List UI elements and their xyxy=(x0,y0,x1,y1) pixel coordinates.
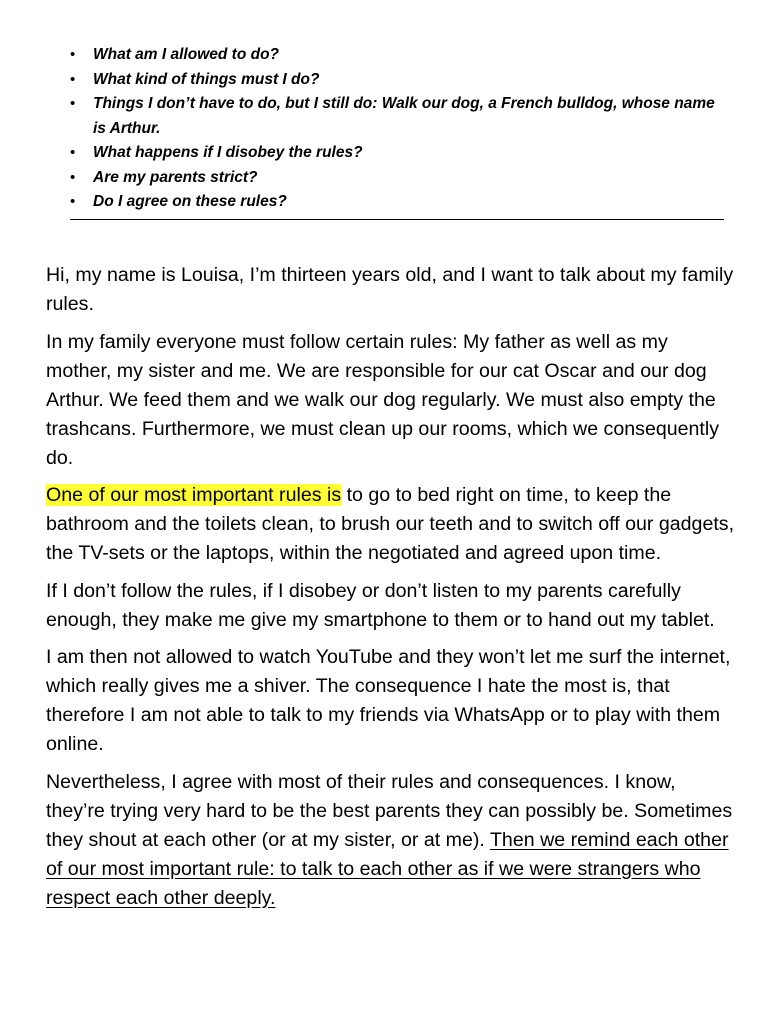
question-text: Do I agree on these rules? xyxy=(93,193,287,210)
list-item xyxy=(70,92,724,141)
bullet-icon: • xyxy=(70,144,76,161)
list-item xyxy=(70,68,724,93)
bullet-icon: • xyxy=(70,95,76,112)
paragraph-online: I am then not allowed to watch YouTube and they won’t let me surf the internet, which really gives me a shiver. The consequence I hate the most is, that therefore I am not able to talk to my friends via WhatsApp or to play with them online. xyxy=(46,646,731,755)
list-item xyxy=(70,43,724,68)
paragraph-plain: Nevertheless, I agree with most of their rules and consequences. I know, they’re trying very hard to be the best parents they can possibly be. Sometimes they shout at each other (or at my sister, or at me). xyxy=(46,770,733,851)
question-text: Things I don’t have to do, but I still do: Walk our dog, a French bulldog, whose name is Arthur. xyxy=(93,95,715,137)
question-text: What kind of things must I do? xyxy=(93,70,320,88)
bullet-icon: • xyxy=(70,70,76,88)
list-item xyxy=(70,141,724,166)
paragraph-agreement xyxy=(46,768,736,913)
bullet-icon: • xyxy=(70,168,76,186)
list-item xyxy=(70,190,724,215)
question-text: Are my parents strict? xyxy=(93,168,258,186)
question-list xyxy=(70,43,724,220)
question-text: What am I allowed to do? xyxy=(93,46,279,63)
bullet-icon: • xyxy=(70,193,76,210)
paragraph-rest: to go to bed right on time, to keep the bathroom and the toilets clean, to brush our teeth and to switch off our gadgets, the TV-sets or the laptops, within the negotiated and agreed upon time. xyxy=(46,484,735,564)
list-item xyxy=(70,166,724,191)
paragraph-consequences: If I don’t follow the rules, if I disobey or don’t listen to my parents carefully enough, they make me give my smartphone to them or to hand out my tablet. xyxy=(46,579,715,631)
underlined-sentence: Then we remind each other of our most important rule: to talk to each other as if we were strangers who respect each other deeply. xyxy=(46,828,729,909)
question-text: What happens if I disobey the rules? xyxy=(93,144,363,161)
paragraph-important-rules xyxy=(46,481,736,568)
paragraph-intro: Hi, my name is Louisa, I’m thirteen years old, and I want to talk about my family rules. xyxy=(46,264,734,315)
bullet-icon: • xyxy=(70,46,76,63)
paragraph-responsibilities: In my family everyone must follow certain rules: My father as well as my mother, my sister and me. We are responsible for our cat Oscar and our dog Arthur. We feed them and we walk our dog regularly. We must also empty the trashcans. Furthermore, we must clean up our rooms, which we consequently do. xyxy=(46,330,720,469)
highlighted-phrase: One of our most important rules is xyxy=(46,484,342,506)
essay-body xyxy=(46,261,736,921)
